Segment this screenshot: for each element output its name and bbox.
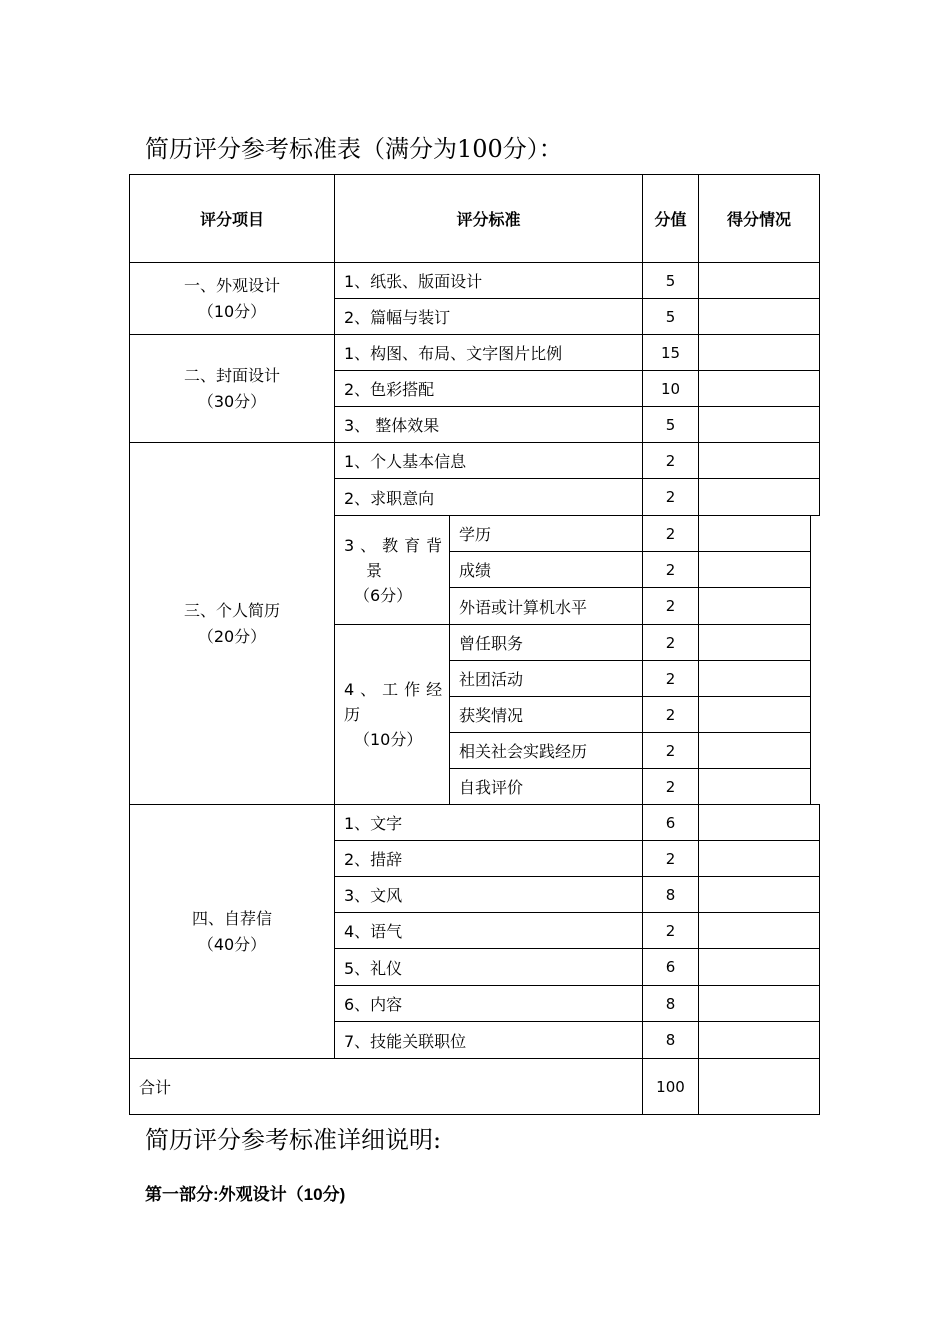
score-cell: 5 [642,406,699,443]
page-title: 简历评分参考标准表（满分为100分）： [145,135,563,163]
result-cell[interactable] [698,768,811,805]
section-name: 四、自荐信 [191,908,272,928]
criteria-cell: 4、语气 [334,912,643,949]
score-cell: 2 [642,732,699,769]
score-cell: 2 [642,696,699,733]
section-points: （40分） [197,934,267,954]
score-cell: 2 [642,442,699,479]
score-cell: 8 [642,1021,699,1059]
section-appearance [129,262,335,335]
criteria-cell: 5、礼仪 [334,948,643,986]
result-cell[interactable] [698,732,811,769]
result-cell[interactable] [698,298,820,335]
result-cell[interactable] [698,948,820,986]
subgroup-label-line1: 3、教育背 [344,535,449,555]
result-cell[interactable] [698,624,811,661]
header-score: 分值 [642,174,699,263]
criteria-cell: 2、篇幅与装订 [334,298,643,335]
criteria-cell: 外语或计算机水平 [449,587,643,625]
result-cell[interactable] [698,696,811,733]
part1-heading: 第一部分:外观设计（10分) [145,1185,346,1204]
score-cell: 2 [642,768,699,805]
detail-heading: 简历评分参考标准详细说明: [145,1126,442,1154]
criteria-cell: 2、色彩搭配 [334,370,643,407]
section-points: （20分） [197,626,267,646]
scoring-table [129,174,820,1115]
score-cell: 6 [642,948,699,986]
score-cell: 2 [642,478,699,516]
section-points: （30分） [197,391,267,411]
section-cover-letter [129,804,335,1059]
total-label: 合计 [129,1058,643,1115]
criteria-cell: 社团活动 [449,660,643,697]
score-cell: 2 [642,660,699,697]
subgroup-education [334,515,450,625]
subgroup-label-line1: 4、工作经 [344,680,449,699]
result-cell[interactable] [698,515,811,552]
result-cell[interactable] [698,1021,820,1059]
criteria-cell: 6、内容 [334,985,643,1022]
score-cell: 5 [642,262,699,299]
score-cell: 8 [642,985,699,1022]
header-item: 评分项目 [129,174,335,263]
score-cell: 2 [642,587,699,625]
criteria-cell: 7、技能关联职位 [334,1021,643,1059]
result-cell[interactable] [698,478,820,516]
subgroup-work [334,624,450,805]
subgroup-label-line2: 历 [344,705,361,724]
score-cell: 8 [642,876,699,913]
result-cell[interactable] [698,660,811,697]
score-cell: 5 [642,298,699,335]
section-name: 三、个人简历 [183,600,280,620]
subgroup-label-line2: 景 [366,560,383,580]
result-cell[interactable] [698,876,820,913]
score-cell: 2 [642,551,699,588]
criteria-cell: 成绩 [449,551,643,588]
total-result-cell[interactable] [698,1058,820,1115]
header-result: 得分情况 [698,174,820,263]
result-cell[interactable] [698,262,820,299]
result-cell[interactable] [698,840,820,877]
score-cell: 2 [642,624,699,661]
result-cell[interactable] [698,442,820,479]
result-cell[interactable] [698,985,820,1022]
score-cell: 10 [642,370,699,407]
criteria-cell: 自我评价 [449,768,643,805]
result-cell[interactable] [698,334,820,371]
header-criteria: 评分标准 [334,174,643,263]
result-cell[interactable] [698,406,820,443]
score-cell: 15 [642,334,699,371]
score-cell: 2 [642,515,699,552]
result-cell[interactable] [698,804,820,841]
section-name: 一、外观设计 [183,275,280,295]
criteria-cell: 学历 [449,515,643,552]
criteria-cell: 2、求职意向 [334,478,643,516]
section-points: （10分） [197,301,267,321]
total-score: 100 [642,1058,699,1115]
criteria-cell: 曾任职务 [449,624,643,661]
result-cell[interactable] [698,370,820,407]
section-cover [129,334,335,443]
section-name: 二、封面设计 [183,365,280,385]
result-cell[interactable] [698,587,811,625]
score-cell: 2 [642,840,699,877]
criteria-cell: 1、文字 [334,804,643,841]
criteria-cell: 获奖情况 [449,696,643,733]
criteria-cell: 1、纸张、版面设计 [334,262,643,299]
criteria-cell: 3、文风 [334,876,643,913]
score-cell: 6 [642,804,699,841]
score-cell: 2 [642,912,699,949]
criteria-cell: 2、措辞 [334,840,643,877]
subgroup-points: （10分） [354,730,423,749]
criteria-cell: 相关社会实践经历 [449,732,643,769]
criteria-cell: 1、个人基本信息 [334,442,643,479]
section-resume [129,442,335,805]
criteria-cell: 1、构图、布局、文字图片比例 [334,334,643,371]
criteria-cell: 3、 整体效果 [334,406,643,443]
subgroup-points: （6分） [354,585,413,605]
result-cell[interactable] [698,912,820,949]
result-cell[interactable] [698,551,811,588]
